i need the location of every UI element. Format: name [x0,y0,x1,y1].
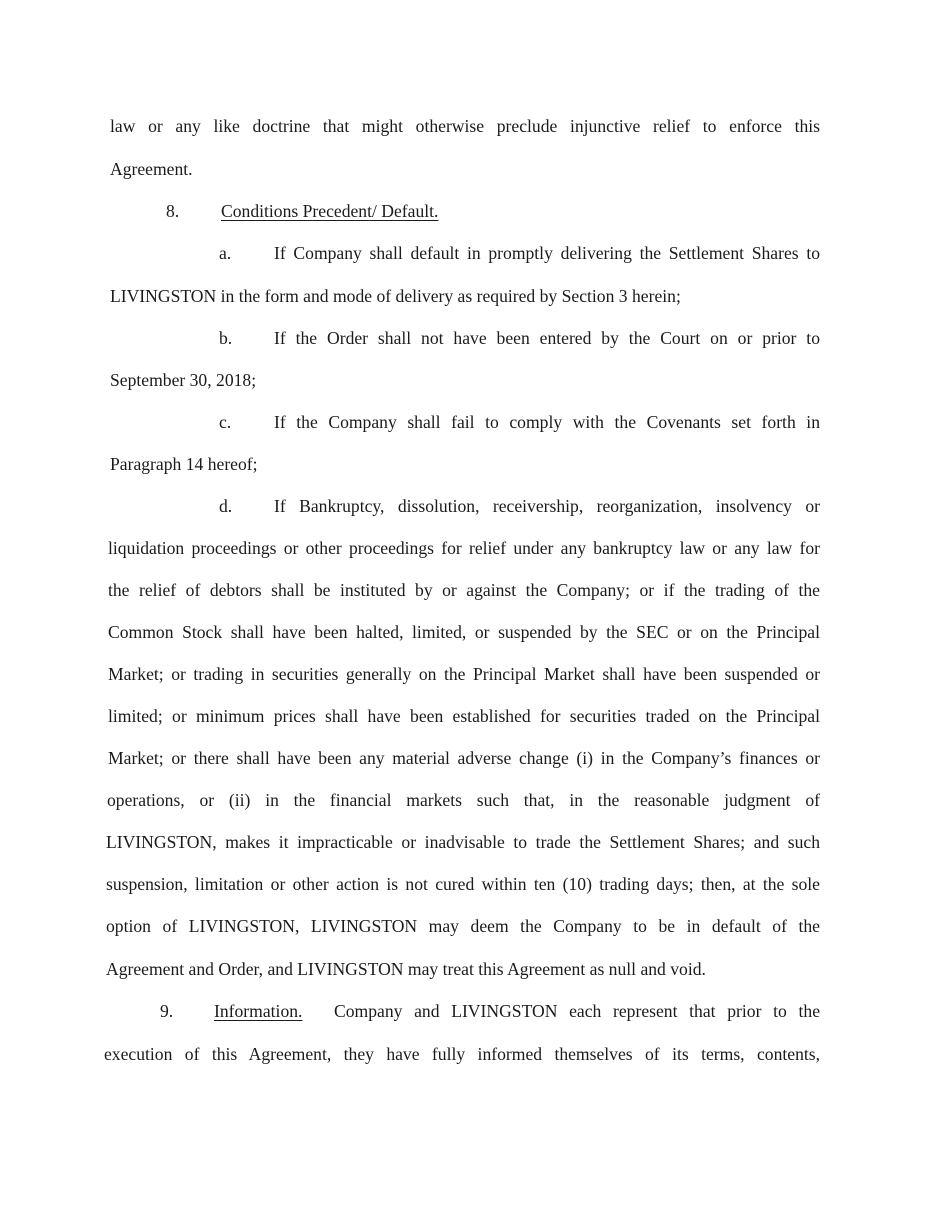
clause-d-line: Agreement and Order, and LIVINGSTON may treat this Agreement as null and void. [106,959,706,979]
clause-d-line: option of LIVINGSTON, LIVINGSTON may deem the Company to be in default of the [106,916,820,936]
clause-d-line: the relief of debtors shall be instituted by or against the Company; or if the trading of the [108,580,820,600]
clause-d-line: limited; or minimum prices shall have been established for securities traded on the Principal [108,706,820,726]
clause-a-label: a. [219,243,232,263]
section-9-heading: Information. [214,1001,303,1021]
clause-d-label: d. [219,496,233,516]
section-8-number: 8. [166,201,180,221]
clause-d-line: Common Stock shall have been halted, limited, or suspended by the SEC or on the Principal [108,622,820,642]
section-8-heading: Conditions Precedent/ Default. [221,201,439,221]
clause-d-line: LIVINGSTON, makes it impracticable or inadvisable to trade the Settlement Shares; and such [106,832,820,852]
clause-b-label: b. [219,328,233,348]
clause-d-line: liquidation proceedings or other proceedings for relief under any bankruptcy law or any law for [108,538,820,558]
clause-c-line: If the Company shall fail to comply with the Covenants set forth in [274,412,820,432]
body-line: Agreement. [110,159,193,179]
section-9-line: Company and LIVINGSTON each represent that prior to the [334,1001,820,1021]
body-line: law or any like doctrine that might otherwise preclude injunctive relief to enforce this [110,116,820,136]
section-9-line: execution of this Agreement, they have fully informed themselves of its terms, contents, [104,1044,820,1064]
clause-a-line: LIVINGSTON in the form and mode of delivery as required by Section 3 herein; [110,286,681,306]
section-9-number: 9. [160,1001,174,1021]
clause-d-line: If Bankruptcy, dissolution, receivership, reorganization, insolvency or [274,496,820,516]
clause-d-line: Market; or there shall have been any material adverse change (i) in the Company’s finances or [108,748,820,768]
clause-a-line: If Company shall default in promptly delivering the Settlement Shares to [274,243,820,263]
clause-b-line: If the Order shall not have been entered by the Court on or prior to [274,328,820,348]
clause-b-line: September 30, 2018; [110,370,257,390]
clause-d-line: operations, or (ii) in the financial markets such that, in the reasonable judgment of [107,790,820,810]
clause-d-line: Market; or trading in securities generally on the Principal Market shall have been suspended or [108,664,820,684]
clause-d-line: suspension, limitation or other action is not cured within ten (10) trading days; then, at the sole [106,874,820,894]
clause-c-line: Paragraph 14 hereof; [110,454,258,474]
clause-c-label: c. [219,412,232,432]
